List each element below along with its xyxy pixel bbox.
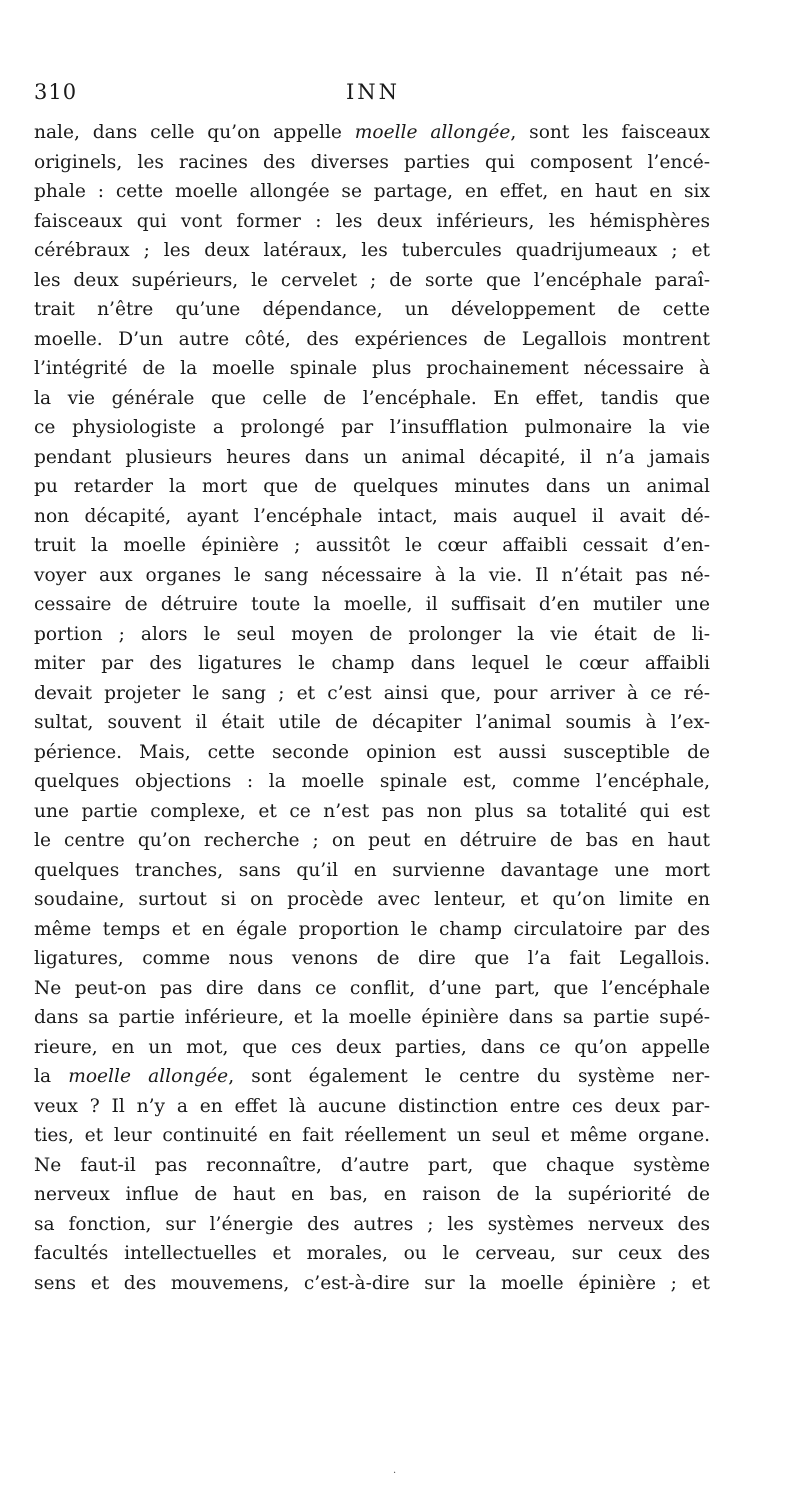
text-line: nerveux influe de haut en bas, en raison de la supériorité de (34, 1184, 710, 1205)
italic-term: moelle allongée (68, 1066, 229, 1087)
text-line: cessaire de détruire toute la moelle, il suffisait d’en mutiler une (34, 594, 710, 615)
text-line: les deux supérieurs, le cervelet ; de sorte que l’encéphale paraî- (34, 269, 710, 291)
text-line: rieure, en un mot, que ces deux parties, dans ce qu’on appelle (34, 1036, 710, 1058)
text-line: une partie complexe, et ce n’est pas non plus sa totalité qui est (34, 800, 710, 822)
text-line: quelques objections : la moelle spinale est, comme l’encéphale, (34, 771, 710, 792)
text-line: sa fonction, sur l’énergie des autres ; les systèmes nerveux des (34, 1213, 710, 1235)
text-line: nale, dans celle qu’on appelle moelle allongée, sont les faisceaux (34, 122, 710, 143)
text-line: ligatures, comme nous venons de dire que l’a fait Legallois. (34, 948, 710, 969)
body-text (34, 118, 710, 1298)
text-line: faisceaux qui vont former : les deux inférieurs, les hémisphères (34, 210, 710, 232)
text-line: devait projeter le sang ; et c’est ainsi que, pour arriver à ce ré- (34, 682, 710, 704)
text-line: sens et des mouvemens, c’est-à-dire sur la moelle épinière ; et (34, 1272, 710, 1294)
text-line: l’intégrité de la moelle spinale plus prochainement nécessaire à (34, 358, 710, 379)
text-line: périence. Mais, cette seconde opinion est aussi susceptible de (34, 741, 710, 763)
text-line: originels, les racines des diverses parties qui composent l’encé- (34, 151, 710, 173)
text-line: la vie générale que celle de l’encéphale. En effet, tandis que (34, 387, 710, 409)
text-line: truit la moelle épinière ; aussitôt le cœur affaibli cessait d’en- (34, 535, 710, 556)
text-line: phale : cette moelle allongée se partage, en effet, en haut en six (34, 181, 710, 202)
text-line: cérébraux ; les deux latéraux, les tubercules quadrijumeaux ; et (34, 240, 710, 261)
text-line: portion ; alors le seul moyen de prolonger la vie était de li- (34, 623, 710, 645)
text-line: Ne peut-on pas dire dans ce conflit, d’une part, que l’encéphale (34, 977, 710, 999)
text-line: pendant plusieurs heures dans un animal décapité, il n’a jamais (34, 446, 710, 468)
italic-term: moelle allongée (354, 122, 511, 143)
text-line: ce physiologiste a prolongé par l’insufflation pulmonaire la vie (34, 417, 710, 438)
text-line: le centre qu’on recherche ; on peut en détruire de bas en haut (34, 830, 710, 851)
page-number: 310 (34, 80, 78, 104)
text-line: non décapité, ayant l’encéphale intact, mais auquel il avait dé- (34, 505, 710, 527)
text-line: facultés intellectuelles et morales, ou le cerveau, sur ceux des (34, 1243, 710, 1264)
text-line: Ne faut-il pas reconnaître, d’autre part, que chaque système (34, 1154, 710, 1176)
text-line: même temps et en égale proportion le champ circulatoire par des (34, 918, 710, 940)
running-head (34, 80, 714, 110)
footer-mark: · (393, 1468, 397, 1479)
text-line: trait n’être qu’une dépendance, un développement de cette (34, 299, 710, 320)
running-title: INN (346, 80, 401, 104)
text-line: voyer aux organes le sang nécessaire à la vie. Il n’était pas né- (34, 564, 710, 586)
text-line: miter par des ligatures le champ dans lequel le cœur affaibli (34, 653, 710, 674)
text-line: la moelle allongée, sont également le centre du système ner- (34, 1066, 710, 1087)
text-line: quelques tranches, sans qu’il en survienne davantage une mort (34, 859, 710, 881)
text-line: soudaine, surtout si on procède avec lenteur, et qu’on limite en (34, 889, 710, 910)
text-line: moelle. D’un autre côté, des expériences de Legallois montrent (34, 328, 710, 350)
text-line: dans sa partie inférieure, et la moelle épinière dans sa partie supé- (34, 1007, 710, 1028)
text-line: veux ? Il n’y a en effet là aucune distinction entre ces deux par- (34, 1095, 710, 1117)
text-line: pu retarder la mort que de quelques minutes dans un animal (34, 476, 710, 497)
text-line: sultat, souvent il était utile de décapiter l’animal soumis à l’ex- (34, 712, 710, 733)
text-line: ties, et leur continuité en fait réellement un seul et même organe. (34, 1125, 710, 1146)
